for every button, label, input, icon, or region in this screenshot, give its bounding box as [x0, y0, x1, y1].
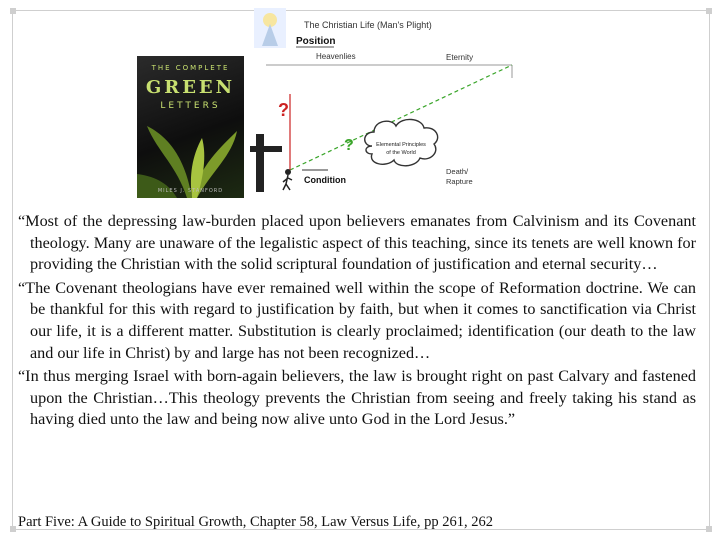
position-label: Position	[296, 36, 336, 47]
book-title-line3: LETTERS	[160, 101, 221, 111]
heavenlies-label: Heavenlies	[316, 52, 356, 61]
cross-beam	[250, 146, 282, 152]
frame-corner-handle	[706, 8, 712, 14]
eternity-label: Eternity	[446, 53, 474, 62]
book-author: MILES J. STANFORD	[157, 188, 224, 194]
christian-life-diagram	[250, 6, 520, 196]
quote-paragraph: “In thus merging Israel with born-again believers, the law is brought right on past Calvary and fastened upon the Christian…This theology prevents the Christian from seeing and freely taking his stand as having died unto the law and being now alive unto God in the Lord Jesus.”	[18, 367, 696, 429]
green-question-mark: ?	[344, 137, 354, 154]
quote-paragraph: “Most of the depressing law-burden placed upon believers emanates from Calvinism and its Covenant theology. Many are unaware of the legalistic aspect of this teaching, since its tenets are well known for providing the Christian with the solid scriptural foundation of justification and eternal security…	[18, 212, 696, 274]
quote-paragraph: “The Covenant theologians have ever remained well within the scope of Reformation doctrine. We can be thankful for this with regard to justification by faith, but when it comes to sanctification via Christ our life, it is a different matter. Substitution is clearly proclaimed; identification (our death to the law and our life in Christ) by and large has not been recognized…	[18, 278, 696, 362]
citation: Part Five: A Guide to Spiritual Growth, Chapter 58, Law Versus Life, pp 261, 262	[18, 514, 493, 530]
condition-label: Condition	[304, 175, 346, 185]
walker-icon	[285, 169, 291, 175]
book-cover-image	[137, 56, 244, 198]
walker-body	[283, 175, 292, 190]
diagram-title: The Christian Life (Man's Plight)	[304, 20, 432, 30]
cross-icon	[256, 134, 264, 192]
frame-corner-handle	[706, 526, 712, 532]
frame-corner-handle	[10, 526, 16, 532]
book-title-line2: GREEN	[145, 77, 236, 98]
red-question-mark: ?	[278, 100, 289, 120]
cloud-label-line1: Elemental Principles	[376, 142, 426, 148]
book-title-line1: THE COMPLETE	[151, 64, 230, 72]
death-label: Death/	[446, 167, 469, 176]
frame-corner-handle	[10, 8, 16, 14]
quote-block	[18, 211, 696, 433]
rapture-label: Rapture	[446, 177, 473, 186]
cloud-label-line2: of the World	[386, 150, 416, 156]
